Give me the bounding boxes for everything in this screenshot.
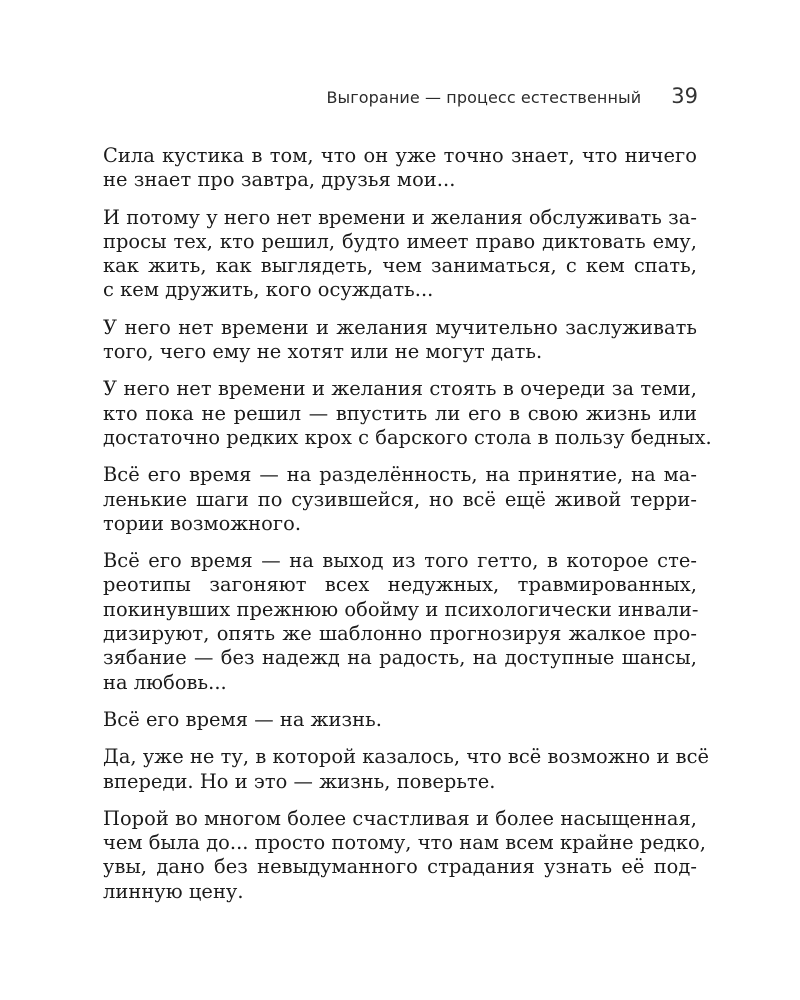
page-number: 39 (671, 84, 698, 108)
text-line: дизируют, опять же шаблонно прогнозируя жалкое про- (103, 622, 697, 646)
text-line: просы тех, кто решил, будто имеет право диктовать ему, (103, 229, 697, 253)
text-line: Всё его время — на жизнь. (103, 707, 382, 731)
text-line: кто пока не решил — впустить ли его в свою жизнь или (103, 401, 697, 425)
text-line: чем была до... просто потому, что нам всем крайне редко, (103, 831, 706, 855)
text-line: Порой во многом более счастливая и более насыщенная, (103, 806, 697, 830)
text-line: ленькие шаги по сузившейся, но всё ещё живой терри- (103, 487, 697, 511)
body-text (103, 144, 712, 917)
text-line: достаточно редких крох с барского стола в пользу бедных. (103, 425, 712, 449)
text-line: У него нет времени и желания мучительно заслуживать (103, 315, 697, 339)
running-header (300, 84, 698, 114)
paragraph (103, 708, 697, 732)
text-line: Всё его время — на разделённость, на принятие, на ма- (103, 463, 697, 487)
text-line: И потому у него нет времени и желания обслуживать за- (103, 205, 697, 229)
paragraph (103, 206, 697, 303)
paragraph (103, 377, 712, 450)
text-line: покинувших прежнюю обойму и психологически инвали- (103, 597, 699, 621)
text-line: реотипы загоняют всех недужных, травмированных, (103, 573, 697, 597)
text-line: зябание — без надежд на радость, на доступные шансы, (103, 646, 697, 670)
text-line: тории возможного. (103, 511, 302, 535)
text-line: увы, дано без невыдуманного страдания узнать её под- (103, 855, 697, 879)
paragraph (103, 806, 706, 904)
text-line: Всё его время — на выход из того гетто, в которое сте- (103, 549, 697, 573)
text-line: Сила кустика в том, что он уже точно знает, что ничего (103, 144, 697, 167)
text-line: как жить, как выглядеть, чем заниматься, с кем спать, (103, 254, 697, 278)
running-title: Выгорание — процесс естественный (326, 88, 642, 107)
text-line: впереди. Но и это — жизнь, поверьте. (103, 769, 496, 793)
text-line: линную цену. (103, 879, 244, 903)
text-line: У него нет времени и желания стоять в очереди за теми, (103, 377, 697, 401)
paragraph (103, 316, 697, 365)
paragraph (103, 549, 697, 695)
text-line: Да, уже не ту, в которой казалось, что всё возможно и всё (103, 745, 710, 769)
paragraph (103, 745, 710, 794)
paragraph (103, 144, 697, 193)
text-line: того, чего ему не хотят или не могут дать. (103, 340, 543, 364)
text-line: с кем дружить, кого осуждать... (103, 278, 434, 302)
text-line: на любовь... (103, 670, 227, 694)
text-line: не знает про завтра, друзья мои... (103, 168, 456, 192)
paragraph (103, 463, 697, 536)
